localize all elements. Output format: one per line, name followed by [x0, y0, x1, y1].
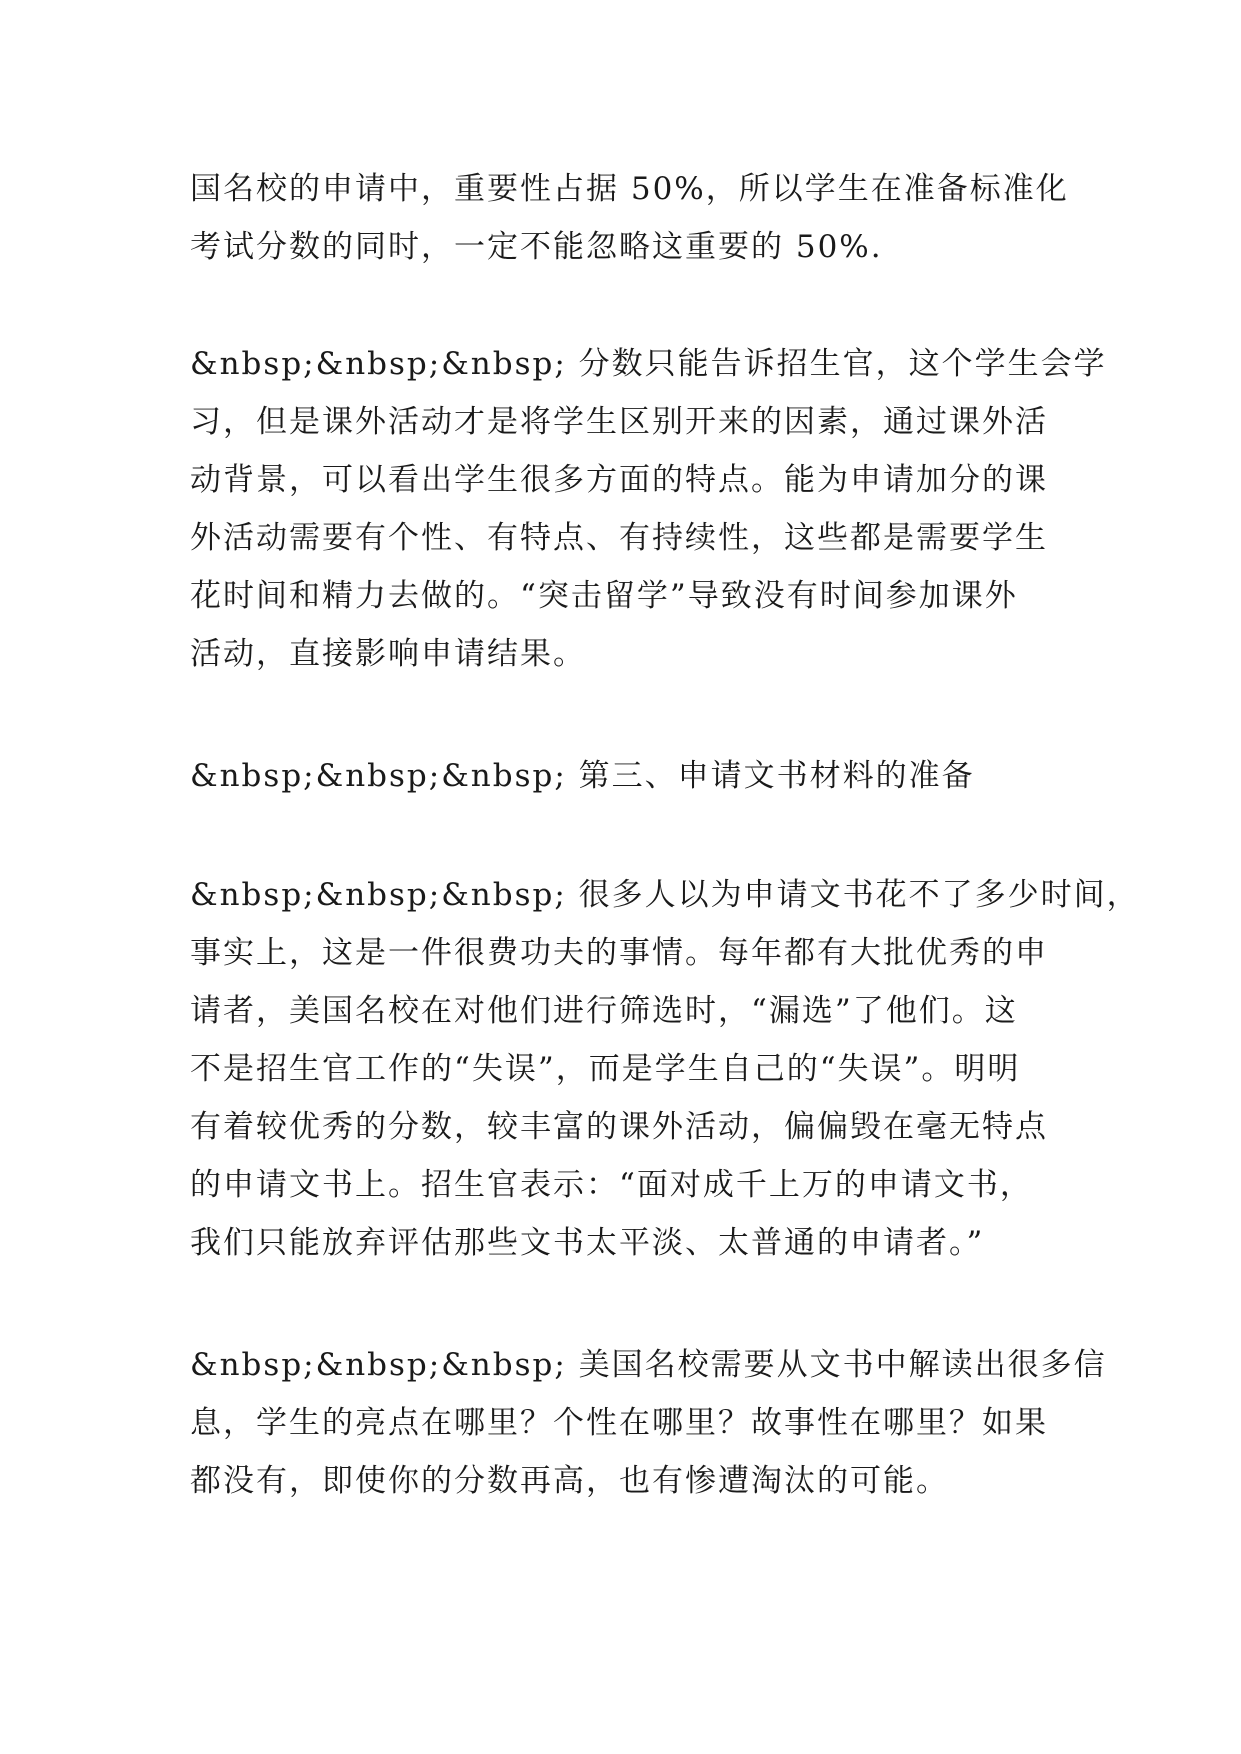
text-line: 考试分数的同时，一定不能忽略这重要的 50%. — [190, 229, 883, 265]
text-line: &nbsp;&nbsp;&nbsp; 很多人以为申请文书花不了多少时间， — [190, 877, 1140, 913]
text-line: 请者，美国名校在对他们进行筛选时，“漏选”了他们。这 — [190, 993, 1018, 1029]
text-line: 活动，直接影响申请结果。 — [190, 636, 586, 672]
text-line: 息，学生的亮点在哪里？个性在哪里？故事性在哪里？如果 — [190, 1405, 1048, 1441]
text-line: 事实上，这是一件很费功夫的事情。每年都有大批优秀的申 — [190, 935, 1048, 971]
text-line: 国名校的申请中，重要性占据 50%，所以学生在准备标准化 — [190, 171, 1069, 207]
text-line: 习，但是课外活动才是将学生区别开来的因素，通过课外活 — [190, 404, 1048, 440]
text-line: &nbsp;&nbsp;&nbsp; 第三、申请文书材料的准备 — [190, 758, 975, 794]
text-line: 花时间和精力去做的。“突击留学”导致没有时间参加课外 — [190, 578, 1018, 614]
text-line: &nbsp;&nbsp;&nbsp; 分数只能告诉招生官，这个学生会学 — [190, 346, 1107, 382]
text-line: 都没有，即使你的分数再高，也有惨遭淘汰的可能。 — [190, 1463, 949, 1499]
paragraph-4 — [190, 866, 1140, 1272]
paragraph-1 — [190, 160, 1070, 276]
paragraph-2 — [190, 335, 1107, 683]
text-line: 外活动需要有个性、有特点、有持续性，这些都是需要学生 — [190, 520, 1048, 556]
text-line: 不是招生官工作的“失误”，而是学生自己的“失误”。明明 — [190, 1051, 1021, 1087]
paragraph-5 — [190, 1336, 1107, 1510]
section-heading — [190, 747, 1070, 805]
text-line: 有着较优秀的分数，较丰富的课外活动，偏偏毁在毫无特点 — [190, 1109, 1048, 1145]
text-line: 动背景，可以看出学生很多方面的特点。能为申请加分的课 — [190, 462, 1048, 498]
text-line: 我们只能放弃评估那些文书太平淡、太普通的申请者。” — [190, 1225, 985, 1261]
text-line: &nbsp;&nbsp;&nbsp; 美国名校需要从文书中解读出很多信 — [190, 1347, 1107, 1383]
text-line: 的申请文书上。招生官表示：“面对成千上万的申请文书， — [190, 1167, 1033, 1203]
